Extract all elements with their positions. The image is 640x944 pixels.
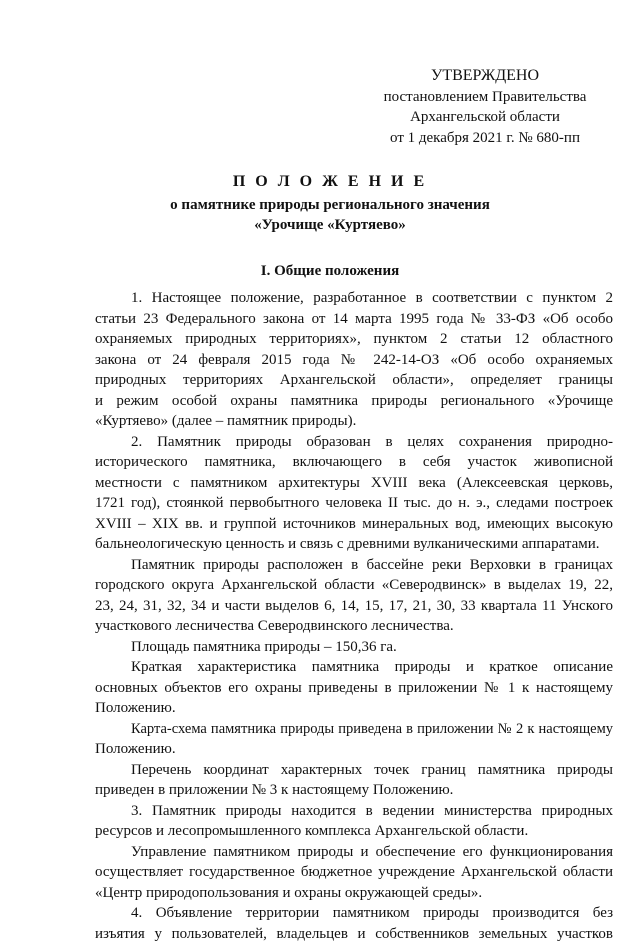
text-line: Перечень координат характерных точек границ памятника природы (95, 760, 613, 781)
text-line: «Центр природопользования и охраны окружающей среды». (95, 883, 613, 904)
text-line: 3. Памятник природы находится в ведении министерства природных (95, 801, 613, 822)
text-line: 1. Настоящее положение, разработанное в соответствии с пунктом 2 (95, 288, 613, 309)
text-line: изъятия у пользователей, владельцев и собственников земельных участков (95, 924, 613, 944)
text-line: приведен в приложении № 3 к настоящему Положению. (95, 780, 613, 801)
approval-stamp: УТВЕРЖДЕНО (360, 66, 610, 87)
text-line: природных территориях Архангельской области», определяет границы (95, 370, 613, 391)
text-line: основных объектов его охраны приведены в приложении № 1 к настоящему (95, 678, 613, 699)
text-line: местности с памятником архитектуры XVIII века (Алексеевская церковь, (95, 473, 613, 494)
text-line: осуществляет государственное бюджетное учреждение Архангельской области (95, 862, 613, 883)
text-line: XVIII – XIX вв. и группой источников минеральных вод, имеющих высокую (95, 514, 613, 535)
text-line: 1721 год), стоянкой первобытного человека II тыс. до н. э., следами построек (95, 493, 613, 514)
text-line: ресурсов и лесопромышленного комплекса Архангельской области. (95, 821, 613, 842)
text-line: Управление памятником природы и обеспечение его функционирования (95, 842, 613, 863)
text-line: городского округа Архангельской области «Северодвинск» в выделах 19, 22, (95, 575, 613, 596)
text-line: исторического памятника, включающего в себя участок живописной (95, 452, 613, 473)
text-line: Положению. (95, 698, 613, 719)
document-subtitle: «Урочище «Куртяево» (80, 215, 580, 235)
document-subtitle: о памятнике природы регионального значения (80, 195, 580, 215)
text-line: Карта-схема памятника природы приведена в приложении № 2 к настоящему (95, 719, 613, 740)
approval-line: постановлением Правительства (360, 87, 610, 108)
text-line: Памятник природы расположен в бассейне реки Верховки в границах (95, 555, 613, 576)
text-line: статьи 23 Федерального закона от 14 марта 1995 года № 33-ФЗ «Об особо (95, 309, 613, 330)
text-line: Площадь памятника природы – 150,36 га. (95, 637, 613, 658)
section-heading: I. Общие положения (80, 263, 580, 280)
approval-block (360, 66, 610, 148)
document-title: П О Л О Ж Е Н И Е (80, 172, 580, 192)
text-line: 2. Памятник природы образован в целях сохранения природно- (95, 432, 613, 453)
text-line: закона от 24 февраля 2015 года № 242-14-ОЗ «Об особо охраняемых (95, 350, 613, 371)
text-line: Положению. (95, 739, 613, 760)
text-line: «Куртяево» (далее – памятник природы). (95, 411, 613, 432)
text-line: и режим особой охраны памятника природы регионального «Урочище (95, 391, 613, 412)
approval-date: от 1 декабря 2021 г. № 680-пп (360, 128, 610, 149)
text-line: участкового лесничества Северодвинского лесничества. (95, 616, 613, 637)
text-line: 4. Объявление территории памятником природы производится без (95, 903, 613, 924)
text-line: 23, 24, 31, 32, 34 и части выделов 6, 14, 15, 17, 21, 30, 33 квартала 11 Унского (95, 596, 613, 617)
approval-line: Архангельской области (360, 107, 610, 128)
text-line: Краткая характеристика памятника природы и краткое описание (95, 657, 613, 678)
text-line: бальнеологическую ценность и связь с древними вулканическими аппаратами. (95, 534, 613, 555)
text-line: охраняемых природных территориях», пунктом 2 статьи 12 областного (95, 329, 613, 350)
title-block (80, 172, 580, 235)
body-text (95, 288, 613, 944)
